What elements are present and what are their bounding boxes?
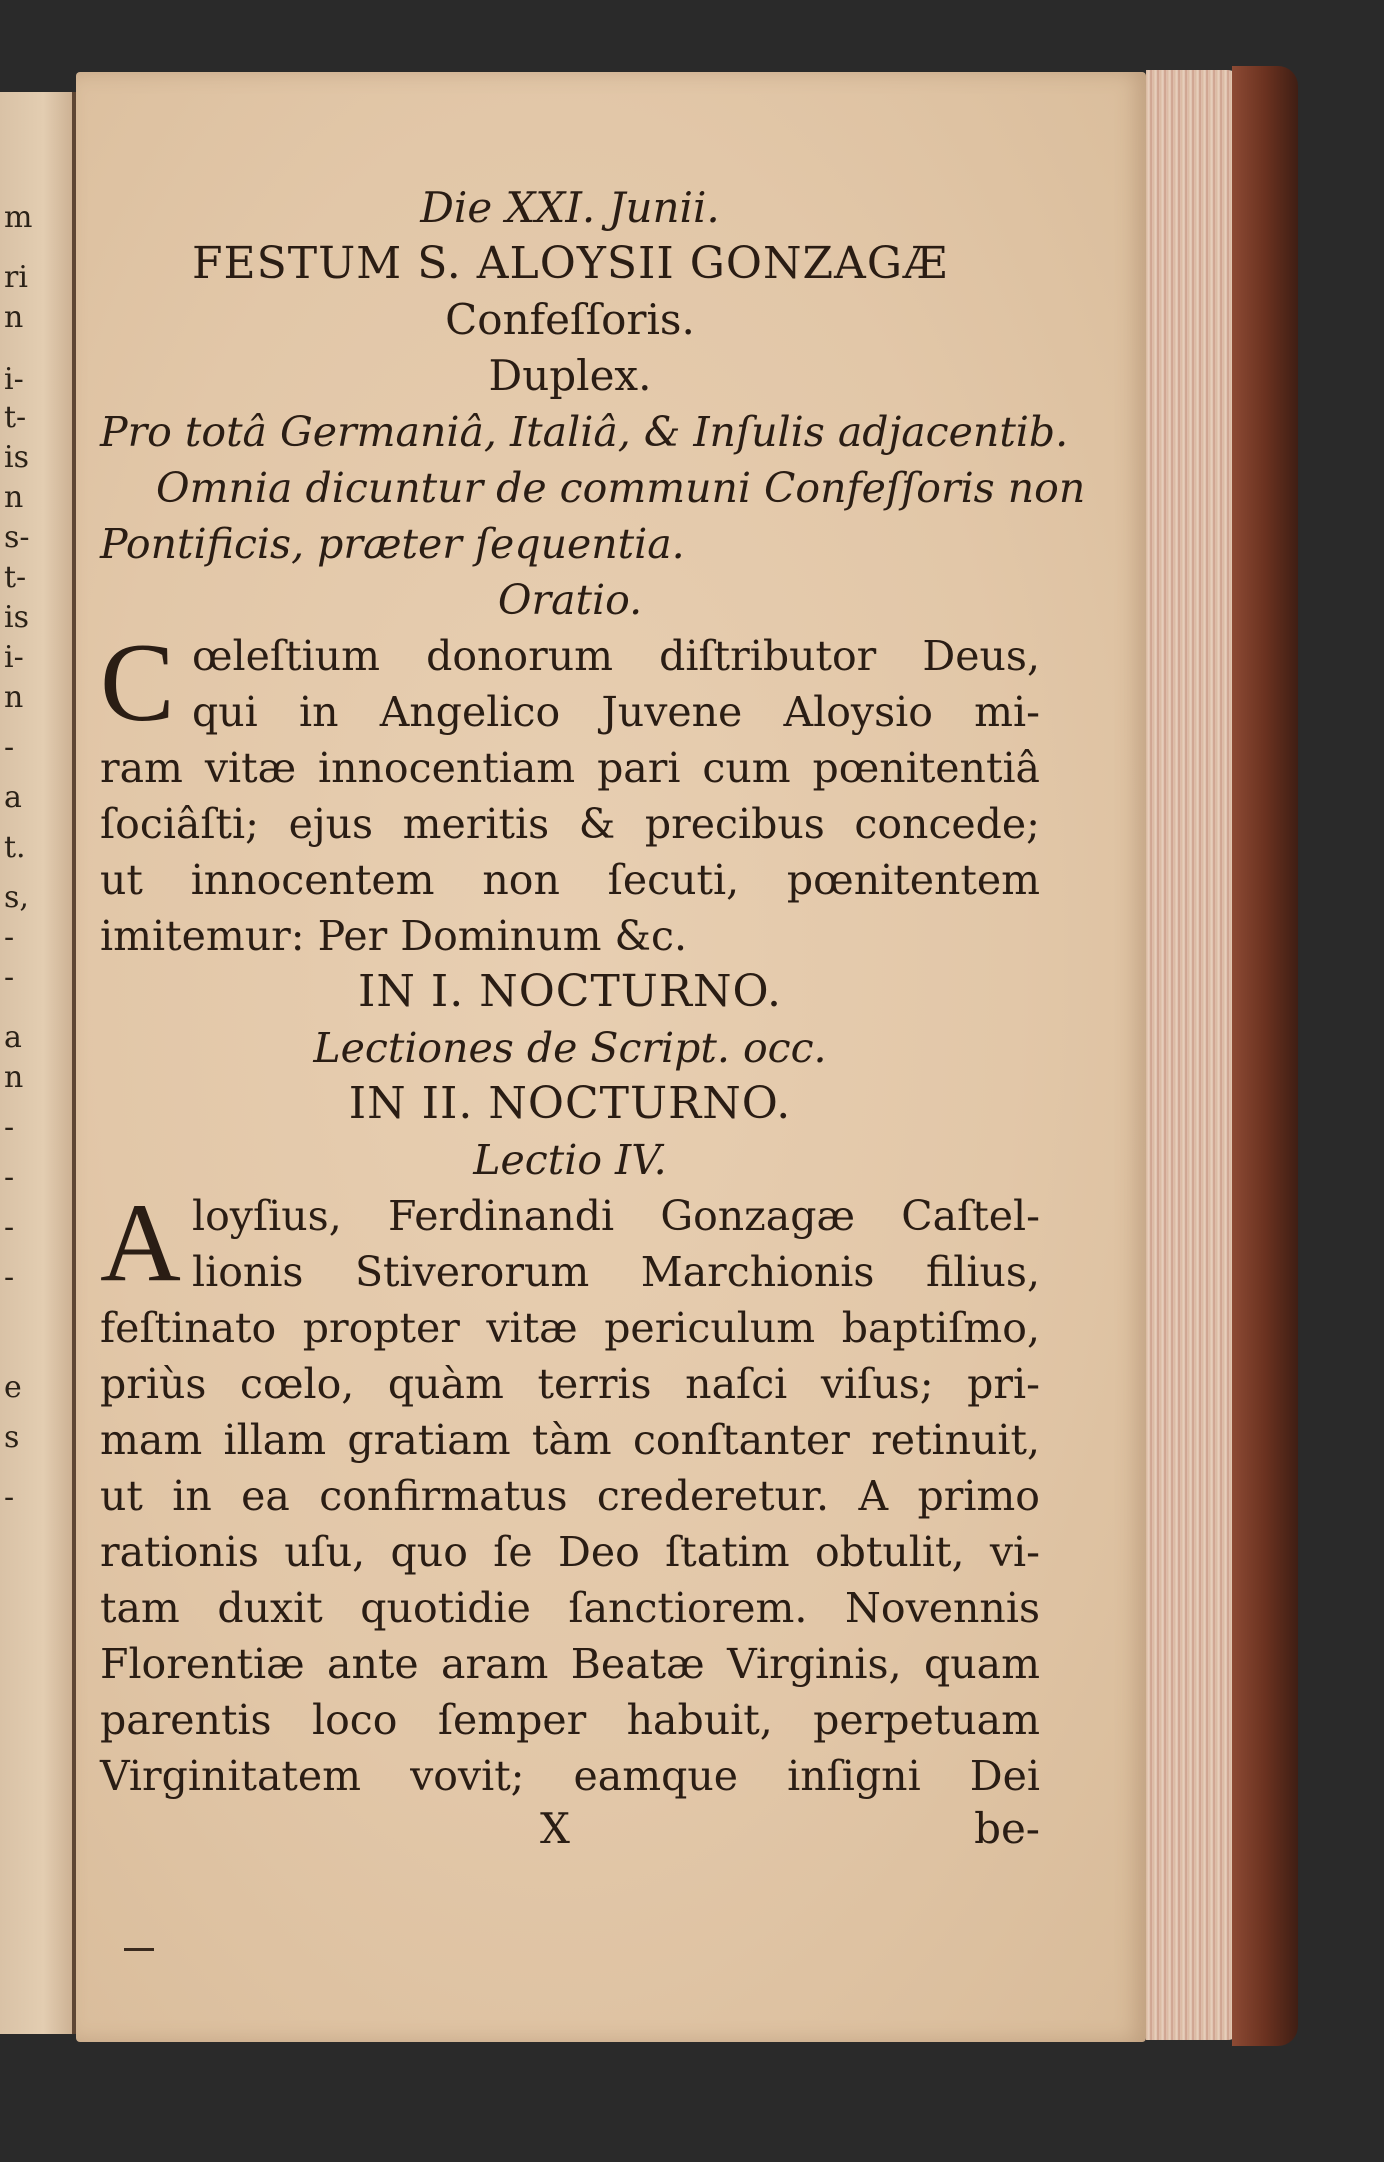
feast-subtitle: Confeſſoris.	[445, 295, 695, 344]
lectio-heading: Lectio IV.	[473, 1136, 667, 1184]
previous-page-fragment: -	[4, 1160, 15, 1195]
feast-rank: Duplex.	[488, 351, 652, 400]
previous-page-fragment: is	[4, 440, 29, 475]
previous-page-fragment: t.	[4, 830, 26, 865]
oratio-dropcap: C	[100, 621, 175, 745]
previous-page-margin	[0, 92, 75, 2034]
previous-page-fragment: n	[4, 480, 24, 515]
lectio-line: Florentiæ ante aram Beatæ Virginis, quam	[100, 1640, 1040, 1688]
lectio-line: feſtinato propter vitæ periculum baptiſmo,	[100, 1304, 1040, 1352]
lectio-line: priùs cœlo, quàm terris naſci viſus; pri-	[100, 1360, 1040, 1408]
previous-page-fragment: n	[4, 300, 24, 335]
previous-page-fragment: s,	[4, 880, 29, 915]
oratio-line: ſociâſti; ejus meritis & precibus concede;	[100, 800, 1040, 848]
lectio-line: mam illam gratiam tàm conſtanter retinuit,	[100, 1416, 1040, 1464]
oratio-body	[100, 621, 1040, 964]
previous-page-fragment: -	[4, 960, 15, 995]
lectio-line: parentis loco ſemper habuit, perpetuam	[100, 1696, 1040, 1744]
previous-page-fragment: a	[4, 780, 22, 815]
previous-page-fragment: i-	[4, 640, 24, 675]
page-text	[100, 180, 1086, 1860]
lectio-line: lionis Stiverorum Marchionis filius,	[192, 1248, 1040, 1296]
book-cover-edge	[1232, 66, 1298, 2046]
lectio-line: loyſius, Ferdinandi Gonzagæ Caſtel-	[192, 1192, 1040, 1240]
oratio-line: ram vitæ innocentiam pari cum pœnitentiâ	[100, 744, 1040, 792]
previous-page-fragment: n	[4, 680, 24, 715]
previous-page-fragment: -	[4, 1110, 15, 1145]
rubric-line: Pontificis, præter ſequentia.	[100, 520, 685, 568]
feast-title: FESTUM S. ALOYSII GONZAGÆ	[191, 238, 949, 289]
previous-page-fragment: -	[4, 920, 15, 955]
lectio-line: tam duxit quotidie ſanctiorem. Novennis	[100, 1584, 1040, 1632]
page-footer	[100, 1804, 1040, 1860]
previous-page-fragment: t-	[4, 560, 27, 595]
rubric-line: Omnia dicuntur de communi Confeſſoris non	[156, 464, 1086, 512]
previous-page-fragment: -	[4, 1210, 15, 1245]
previous-page-fragment: -	[4, 1260, 15, 1295]
catchword: be-	[974, 1804, 1040, 1853]
lectio-line: Virginitatem vovit; eamque inſigni Dei	[100, 1752, 1040, 1800]
lectio-dropcap: A	[100, 1181, 181, 1305]
lectio-line: rationis uſu, quo ſe Deo ſtatim obtulit, vi-	[100, 1528, 1040, 1576]
oratio-line: qui in Angelico Juvene Aloysio mi-	[192, 688, 1040, 736]
date-heading: Die XXI. Junii.	[420, 183, 720, 232]
nocturn-2-heading: IN II. NOCTURNO.	[348, 1078, 792, 1129]
previous-page-fragment: is	[4, 600, 29, 635]
oratio-line: ut innocentem non ſecuti, pœnitentem	[100, 856, 1040, 904]
previous-page-fragment: t-	[4, 400, 27, 435]
lectio-body	[100, 1181, 1040, 1804]
previous-page-fragment: m	[4, 200, 33, 235]
previous-page-fragment: n	[4, 1060, 24, 1095]
previous-page-fragment: ri	[4, 260, 28, 295]
previous-page-fragment: a	[4, 1020, 22, 1055]
oratio-heading: Oratio.	[497, 576, 643, 624]
oratio-line: imitemur: Per Dominum &c.	[100, 912, 687, 960]
margin-dash	[124, 1948, 154, 1951]
nocturn-1-heading: IN I. NOCTURNO.	[358, 966, 782, 1017]
previous-page-fragment: s	[4, 1420, 20, 1455]
signature-mark: X	[540, 1804, 570, 1853]
page-edges	[1146, 70, 1238, 2040]
previous-page-fragment: -	[4, 1480, 15, 1515]
lectio-line: ut in ea confirmatus crederetur. A primo	[100, 1472, 1040, 1520]
rubric-line: Pro totâ Germaniâ, Italiâ, & Inſulis adjacentib.	[100, 408, 1069, 456]
previous-page-fragment: i-	[4, 362, 24, 397]
oratio-line: œleſtium donorum diſtributor Deus,	[192, 632, 1040, 680]
previous-page-fragment: s-	[4, 520, 30, 555]
previous-page-fragment: -	[4, 730, 15, 765]
previous-page-fragment: e	[4, 1370, 22, 1405]
nocturn-1-note: Lectiones de Script. occ.	[313, 1024, 827, 1072]
